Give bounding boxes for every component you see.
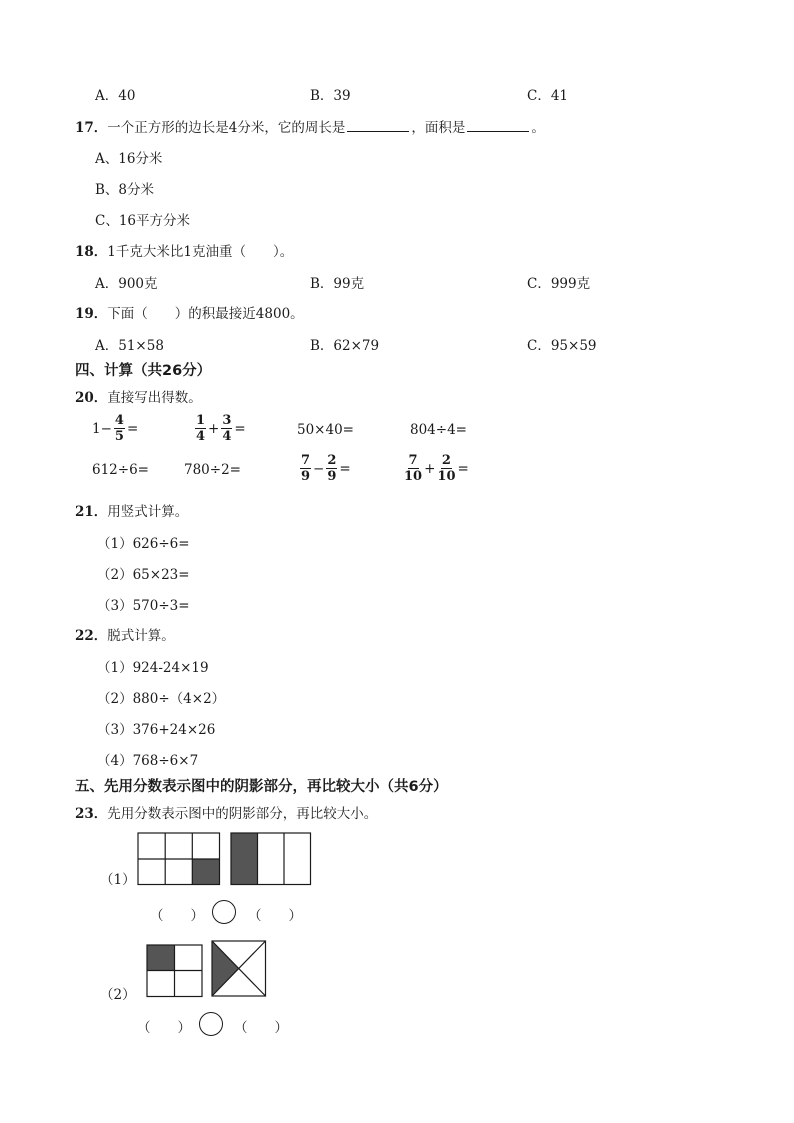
q23-part-2-answer-left: （ ） bbox=[137, 1020, 191, 1036]
q20-text: 直接写出得数。 bbox=[107, 390, 202, 406]
numerator: 7 bbox=[408, 453, 418, 468]
q20-e1-lead: 1− bbox=[92, 420, 112, 437]
shaded-column bbox=[231, 833, 258, 885]
denominator: 9 bbox=[327, 469, 337, 484]
q17-text-1: 一个正方形的边长是4分米，它的周长是 bbox=[107, 120, 346, 136]
q22-item-2: （2）880÷（4×2） bbox=[97, 691, 226, 707]
q21-number: 21． bbox=[75, 504, 108, 520]
numerator: 1 bbox=[196, 413, 206, 428]
q20-e8-equals: = bbox=[457, 460, 469, 477]
q20-e7-operator: − bbox=[313, 460, 325, 477]
q20-e7-equals: = bbox=[339, 460, 351, 477]
q21-item-1: （1）626÷6= bbox=[97, 536, 190, 552]
q16-option-b: B．39 bbox=[310, 88, 351, 104]
q18-option-b: B．99克 bbox=[310, 276, 365, 292]
q22-item-4: （4）768÷6×7 bbox=[97, 753, 199, 769]
numerator: 3 bbox=[222, 413, 232, 428]
section-4-heading: 四、计算（共26分） bbox=[75, 363, 212, 379]
q18-option-a: A．900克 bbox=[95, 276, 158, 292]
q20-e2-fraction-1 bbox=[195, 413, 206, 444]
q20-stem bbox=[75, 386, 202, 406]
shaded-quarter bbox=[147, 945, 175, 971]
section-5-heading: 五、先用分数表示图中的阴影部分，再比较大小（共6分） bbox=[75, 779, 448, 795]
q23-text: 先用分数表示图中的阴影部分，再比较大小。 bbox=[107, 806, 378, 822]
q20-e7-fraction-1 bbox=[300, 453, 311, 484]
q20-e7-fraction-2 bbox=[326, 453, 337, 484]
q23-part-1-answer-right: （ ） bbox=[248, 908, 302, 924]
q22-item-3: （3）376+24×26 bbox=[97, 722, 216, 738]
q20-expr-7 bbox=[300, 453, 351, 484]
q23-part-1-compare-circle bbox=[212, 900, 236, 924]
q20-number: 20． bbox=[75, 390, 108, 406]
q23-figure-1a bbox=[137, 832, 221, 886]
q22-number: 22． bbox=[75, 628, 108, 644]
q18-stem bbox=[75, 240, 293, 260]
q23-stem bbox=[75, 802, 377, 822]
q19-option-c: C．95×59 bbox=[527, 338, 597, 354]
q19-text: 下面（ ）的积最接近4800。 bbox=[107, 306, 304, 322]
denominator: 5 bbox=[114, 429, 124, 444]
q23-part-2-label: （2） bbox=[100, 987, 136, 1003]
q17-option-c: C、16平方分米 bbox=[95, 213, 191, 229]
q20-e8-operator: + bbox=[424, 460, 436, 477]
q20-e8-fraction-2 bbox=[437, 453, 455, 484]
numerator: 2 bbox=[441, 453, 451, 468]
numerator: 4 bbox=[114, 413, 124, 428]
q18-text: 1千克大米比1克油重（ ）。 bbox=[107, 244, 294, 260]
q20-e2-fraction-2 bbox=[221, 413, 232, 444]
denominator: 9 bbox=[301, 469, 311, 484]
q17-blank-perimeter bbox=[347, 119, 409, 132]
q20-e2-operator: + bbox=[208, 420, 220, 437]
q19-stem bbox=[75, 302, 304, 322]
q23-figure-1b bbox=[230, 832, 312, 886]
q21-stem bbox=[75, 500, 188, 520]
q20-expr-8 bbox=[404, 453, 469, 484]
q20-expr-2 bbox=[195, 413, 246, 444]
q18-option-c: C．999克 bbox=[527, 276, 591, 292]
q23-part-1-label: （1） bbox=[100, 872, 136, 888]
q19-option-b: B．62×79 bbox=[310, 338, 380, 354]
q17-text-2: ，面积是 bbox=[411, 120, 466, 136]
q17-blank-area bbox=[467, 119, 529, 132]
q21-item-2: （2）65×23= bbox=[97, 567, 190, 583]
denominator: 10 bbox=[437, 469, 456, 484]
q20-e8-fraction-1 bbox=[404, 453, 422, 484]
q18-number: 18． bbox=[75, 244, 108, 260]
q23-figure-2b bbox=[211, 940, 267, 998]
q17-stem bbox=[75, 116, 545, 136]
q20-e1-equals: = bbox=[126, 420, 139, 437]
q23-part-2-answer-right: （ ） bbox=[234, 1020, 288, 1036]
q17-text-3: 。 bbox=[531, 120, 545, 136]
q20-expr-3: 50×40= bbox=[297, 422, 354, 438]
q20-e1-fraction bbox=[114, 413, 125, 444]
shaded-cell bbox=[192, 859, 219, 885]
q17-number: 17． bbox=[75, 120, 108, 136]
numerator: 7 bbox=[301, 453, 311, 468]
q20-expr-4: 804÷4= bbox=[410, 422, 467, 438]
q20-expr-6: 780÷2= bbox=[184, 462, 241, 478]
numerator: 2 bbox=[327, 453, 337, 468]
q16-option-a: A．40 bbox=[95, 88, 136, 104]
denominator: 4 bbox=[196, 429, 206, 444]
q20-expr-1 bbox=[92, 413, 138, 444]
q17-option-b: B、8分米 bbox=[95, 182, 155, 198]
q23-number: 23． bbox=[75, 806, 108, 822]
denominator: 10 bbox=[404, 469, 423, 484]
q16-option-c: C．41 bbox=[527, 88, 569, 104]
q20-expr-5: 612÷6= bbox=[92, 462, 149, 478]
q22-stem bbox=[75, 624, 175, 644]
q19-number: 19． bbox=[75, 306, 108, 322]
q20-e2-equals: = bbox=[234, 420, 246, 437]
q21-text: 用竖式计算。 bbox=[107, 504, 189, 520]
q19-option-a: A．51×58 bbox=[95, 338, 164, 354]
q22-item-1: （1）924-24×19 bbox=[97, 660, 209, 676]
q17-option-a: A、16分米 bbox=[95, 151, 163, 167]
shaded-triangle bbox=[212, 941, 239, 996]
q23-figure-2a bbox=[146, 944, 204, 998]
denominator: 4 bbox=[222, 429, 232, 444]
q23-part-1-answer-left: （ ） bbox=[150, 908, 204, 924]
q22-text: 脱式计算。 bbox=[107, 628, 175, 644]
q23-part-2-compare-circle bbox=[199, 1012, 223, 1036]
q21-item-3: （3）570÷3= bbox=[97, 598, 190, 614]
